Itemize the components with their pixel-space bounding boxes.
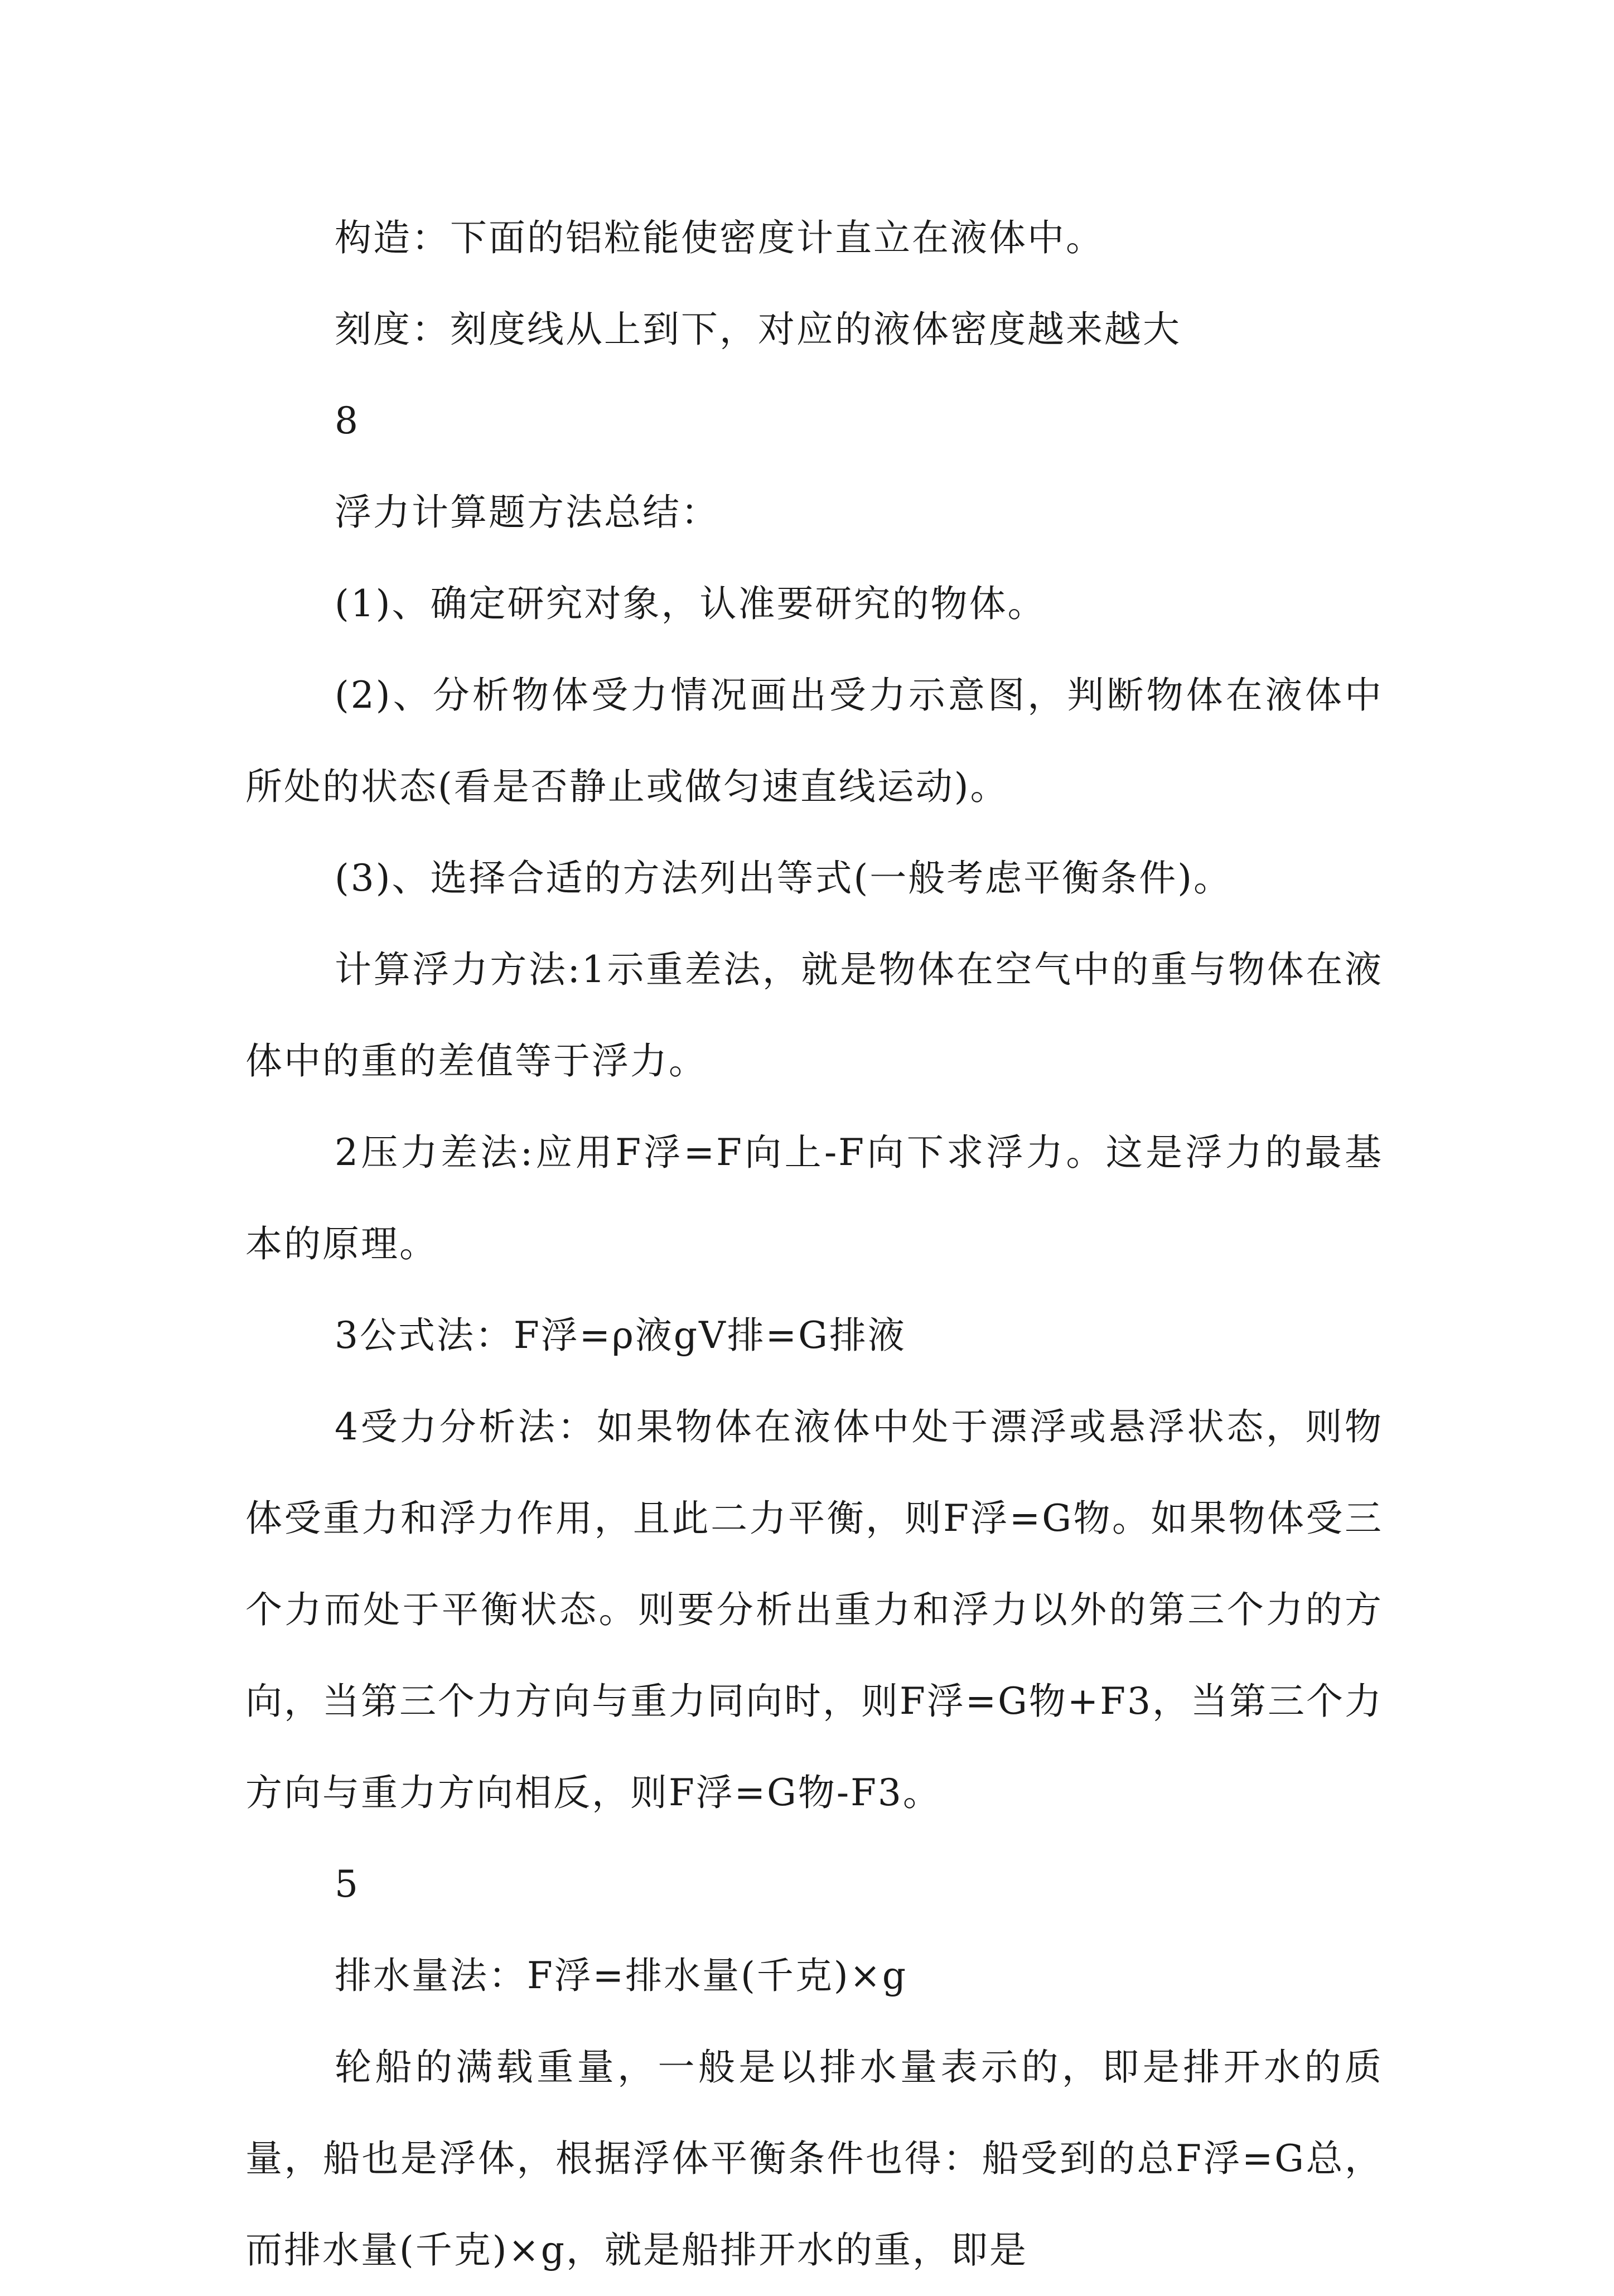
paragraph-structure: 构造：下面的铝粒能使密度计直立在液体中。 [335,216,1104,259]
document-body [245,192,1383,2296]
step-2: (2)、分析物体受力情况画出受力示意图，判断物体在液体中所处的状态(看是否静止或做匀速直线运动)。 [245,674,1383,808]
method-4-force-analysis: 4受力分析法：如果物体在液体中处于漂浮或悬浮状态，则物体受重力和浮力作用，且此二力平衡，则F浮=G物。如果物体受三个力而处于平衡状态。则要分析出重力和浮力以外的第三个力的方向，当第三个力方向与重力同向时，则F浮=G物+F3，当第三个力方向与重力方向相反，则F浮=G物-F3。 [245,1405,1383,1814]
step-3: (3)、选择合适的方法列出等式(一般考虑平衡条件)。 [335,857,1232,900]
paragraph-scale: 刻度：刻度线从上到下，对应的液体密度越来越大 [335,308,1181,351]
method-3-formula: 3公式法：F浮=ρ液gV排=G排液 [335,1314,906,1357]
method-displacement: 排水量法：F浮=排水量(千克)×g [335,1954,908,1997]
step-1: (1)、确定研究对象，认准要研究的物体。 [335,582,1046,625]
section-heading-buoyancy-methods: 浮力计算题方法总结： [335,491,719,534]
method-2-pressure-difference: 2压力差法:应用F浮=F向上-F向下求浮力。这是浮力的最基本的原理。 [245,1131,1383,1265]
section-number-5: 5 [335,1863,360,1906]
paragraph-ship-displacement: 轮船的满载重量，一般是以排水量表示的，即是排开水的质量，船也是浮体，根据浮体平衡条件也得：船受到的总F浮=G总，而排水量(千克)×g，就是船排开水的重，即是 [245,2046,1383,2271]
section-number-8: 8 [335,399,360,442]
method-1-weight-difference: 计算浮力方法:1示重差法，就是物体在空气中的重与物体在液体中的重的差值等于浮力。 [245,948,1383,1082]
